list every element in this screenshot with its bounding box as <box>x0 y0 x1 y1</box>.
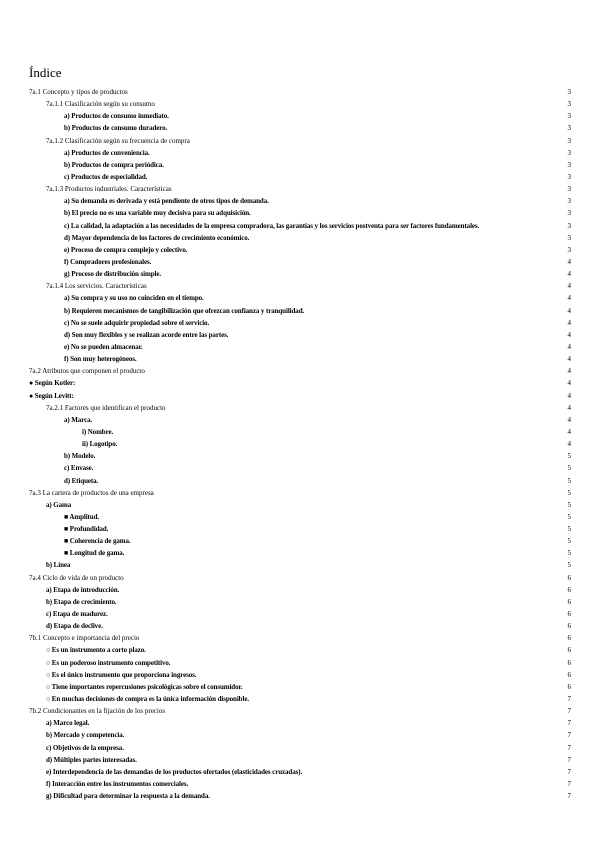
toc-entry-title[interactable]: b) Productos de compra periódica. <box>64 160 164 169</box>
toc-entry-title[interactable]: ○ Es el único instrumento que proporciona ingresos. <box>46 670 197 679</box>
toc-entry-title[interactable]: ii) Logotipo. <box>82 440 118 449</box>
toc-page-number: 5 <box>567 464 571 473</box>
toc-entry-title[interactable]: c) Etapa de madurez. <box>46 610 108 619</box>
toc-entry[interactable] <box>29 135 571 147</box>
toc-entry-title[interactable]: ○ En muchas decisiones de compra es la única información disponible. <box>46 695 249 704</box>
toc-entry-title[interactable]: f) Son muy heterogéneos. <box>64 355 137 364</box>
toc-entry-title[interactable]: a) Productos de conveniencia. <box>64 148 150 157</box>
toc-page-number: 6 <box>567 670 571 679</box>
toc-entry-title[interactable]: d) Son muy flexibles y se realizan acorde entre las partes. <box>64 330 229 339</box>
toc-entry-title[interactable]: g) Proceso de distribución simple. <box>64 270 161 279</box>
toc-entry-title[interactable]: e) No se pueden almacenar. <box>64 342 143 351</box>
toc-entry[interactable] <box>29 523 571 535</box>
toc-entry-title[interactable]: d) Etiqueta. <box>64 476 99 485</box>
toc-page-number: 3 <box>567 136 571 145</box>
toc-entry[interactable] <box>29 790 571 802</box>
toc-entry[interactable] <box>29 499 571 511</box>
toc-entry[interactable] <box>29 693 571 705</box>
toc-entry-title[interactable]: 7a.1.3 Productos industriales. Características <box>46 185 172 194</box>
toc-entry[interactable] <box>29 717 571 729</box>
toc-entry[interactable] <box>29 244 571 256</box>
toc-entry-title[interactable]: ○ Tiene importantes repercusiones psicológicas sobre el consumidor. <box>46 682 243 691</box>
toc-page-number: 5 <box>567 549 571 558</box>
toc-entry[interactable] <box>29 754 571 766</box>
toc-page-number: 4 <box>567 306 571 315</box>
toc-page-number: 3 <box>567 148 571 157</box>
toc-entry[interactable] <box>29 159 571 171</box>
toc-entry-title[interactable]: a) Su compra y su uso no coinciden en el tiempo. <box>64 294 204 303</box>
toc-entry-title[interactable]: 7a.1 Concepto y tipos de productos <box>29 88 128 96</box>
toc-page-number: 4 <box>567 440 571 449</box>
toc-entry[interactable] <box>29 280 571 292</box>
toc-entry[interactable] <box>29 742 571 754</box>
toc-entry[interactable] <box>29 110 571 122</box>
toc-page-number: 4 <box>567 427 571 436</box>
toc-entry[interactable] <box>29 426 571 438</box>
toc-entry-title[interactable]: a) Marca. <box>64 415 93 424</box>
toc-entry-title[interactable]: e) Proceso de compra complejo y colectivo. <box>64 245 188 254</box>
toc-entry[interactable] <box>29 207 571 219</box>
toc-entry[interactable] <box>29 122 571 134</box>
toc-entry[interactable] <box>29 256 571 268</box>
toc-entry-title[interactable]: 7a.1.2 Clasificación según su frecuencia de compra <box>46 136 190 145</box>
toc-entry[interactable] <box>29 535 571 547</box>
toc-page-number: 4 <box>567 270 571 279</box>
toc-entry-title[interactable]: b) El precio no es una variable muy decisiva para su adquisición. <box>64 209 251 218</box>
toc-page-number: 5 <box>567 512 571 521</box>
toc-page-number: 4 <box>567 330 571 339</box>
toc-entry-title[interactable]: b) Mercado y competencia. <box>46 731 125 740</box>
toc-entry[interactable] <box>29 681 571 693</box>
toc-page-number: 7 <box>567 792 571 801</box>
toc-entry-title[interactable]: 7b.1 Concepto e importancia del precio <box>29 634 140 643</box>
toc-entry[interactable] <box>29 414 571 426</box>
toc-entry-title[interactable]: a) Productos de consumo inmediato. <box>64 112 169 121</box>
toc-entry-title[interactable]: ■ Longitud de gama. <box>64 549 125 558</box>
toc-entry-title[interactable]: b) Productos de consumo duradero. <box>64 124 168 133</box>
toc-page-number: 6 <box>567 585 571 594</box>
toc-entry-title[interactable]: 7a.2 Atributos que componen el producto <box>29 367 145 376</box>
toc-page-number: 4 <box>567 403 571 412</box>
toc-entry[interactable] <box>29 402 571 414</box>
toc-page-number: 7 <box>567 755 571 764</box>
toc-page-number: 5 <box>567 537 571 546</box>
toc-entry-title[interactable]: c) Objetivos de la empresa. <box>46 743 124 752</box>
toc-page-number: 7 <box>567 743 571 752</box>
toc-entry[interactable] <box>29 487 571 499</box>
toc-page-number: 4 <box>567 355 571 364</box>
toc-entry[interactable] <box>29 511 571 523</box>
toc-entry[interactable] <box>29 547 571 559</box>
toc-entry[interactable] <box>29 98 571 110</box>
toc-page-number: 4 <box>567 367 571 376</box>
toc-entry[interactable] <box>29 171 571 183</box>
toc-entry-title[interactable]: d) Etapa de declive. <box>46 622 103 631</box>
toc-page-number: 6 <box>567 573 571 582</box>
toc-entry-title[interactable]: ■ Coherencia de gama. <box>64 537 131 546</box>
toc-entry-title[interactable]: ■ Amplitud. <box>64 512 100 521</box>
toc-page-number: 6 <box>567 597 571 606</box>
toc-entry[interactable] <box>29 305 571 317</box>
toc-page-number: 5 <box>567 561 571 570</box>
toc-entry[interactable] <box>29 377 571 389</box>
toc-page-number: 3 <box>567 112 571 121</box>
toc-page-number: 4 <box>567 318 571 327</box>
toc-entry-title[interactable]: 7a.1.4 Los servicios. Características <box>46 282 147 291</box>
toc-page-number: 3 <box>567 245 571 254</box>
toc-entry-title[interactable]: ■ Profundidad. <box>64 525 109 534</box>
toc-page-number: 7 <box>567 731 571 740</box>
toc-entry-title[interactable]: ● Según Kotler: <box>29 379 76 388</box>
toc-entry[interactable] <box>29 475 571 487</box>
toc-entry-title[interactable]: a) Gama <box>46 500 72 509</box>
toc-entry-title[interactable]: 7a.3 La cartera de productos de una empresa <box>29 488 154 497</box>
toc-page-number: 5 <box>567 500 571 509</box>
toc-page-number: 7 <box>567 695 571 704</box>
toc-entry[interactable] <box>29 365 571 377</box>
toc-page-number: 3 <box>567 197 571 206</box>
toc-entry-title[interactable]: 7a.4 Ciclo de vida de un producto <box>29 573 124 582</box>
toc-page-number: 3 <box>567 209 571 218</box>
toc-page-number: 7 <box>567 767 571 776</box>
toc-page-number: 3 <box>567 160 571 169</box>
toc-page-number: 6 <box>567 646 571 655</box>
toc-entry[interactable] <box>29 632 571 644</box>
toc-page-number: 6 <box>567 682 571 691</box>
toc-page-number: 6 <box>567 610 571 619</box>
toc-page-number: 5 <box>567 525 571 534</box>
toc-page-number: 3 <box>567 185 571 194</box>
toc-page-number: 3 <box>567 221 571 230</box>
toc-entry-title[interactable]: b) Modelo. <box>64 452 96 461</box>
toc-entry[interactable] <box>29 608 571 620</box>
toc-entry-title[interactable]: i) Nombre. <box>82 427 114 436</box>
toc-entry[interactable] <box>29 584 571 596</box>
toc-entry[interactable] <box>29 657 571 669</box>
toc-entry[interactable] <box>29 268 571 280</box>
toc-entry-title[interactable]: 7a.1.1 Clasificación según su consumo <box>46 100 155 109</box>
toc-page-number: 6 <box>567 622 571 631</box>
toc-entry[interactable] <box>29 705 571 717</box>
toc-entry[interactable] <box>29 353 571 365</box>
toc-entry[interactable] <box>29 620 571 632</box>
toc-entry-title[interactable]: ○ Es un poderoso instrumento competitivo. <box>46 658 171 667</box>
toc-page-number: 4 <box>567 391 571 400</box>
toc-entry-title[interactable]: b) Línea <box>46 561 71 570</box>
toc-page-number: 6 <box>567 658 571 667</box>
toc-page-number: 3 <box>567 233 571 242</box>
toc-page-number: 3 <box>567 100 571 109</box>
toc-page-number: 5 <box>567 488 571 497</box>
toc-entry-title[interactable]: b) Etapa de crecimiento. <box>46 597 117 606</box>
toc-page-number: 4 <box>567 257 571 266</box>
toc-page-number: 4 <box>567 415 571 424</box>
toc-entry-title[interactable]: c) Productos de especialidad. <box>64 172 148 181</box>
toc-entry-title[interactable]: e) Interdependencia de las demandas de los productos ofertados (elasticidades cruzadas). <box>46 767 303 776</box>
toc-page-number: 7 <box>567 719 571 728</box>
toc-page-number: 4 <box>567 342 571 351</box>
toc-page-number: 3 <box>567 172 571 181</box>
toc-entry[interactable] <box>29 572 571 584</box>
toc-entry[interactable] <box>29 462 571 474</box>
toc-page-number: 3 <box>567 124 571 133</box>
toc-entry[interactable] <box>29 390 571 402</box>
toc-entry[interactable] <box>29 729 571 741</box>
toc-entry[interactable] <box>29 341 571 353</box>
toc-entry-title[interactable]: ○ Es un instrumento a corto plazo. <box>46 646 146 655</box>
toc-entry[interactable] <box>29 183 571 195</box>
toc-page-number: 5 <box>567 476 571 485</box>
toc-entry[interactable] <box>29 317 571 329</box>
toc-entry-title[interactable]: f) Compradores profesionales. <box>64 257 152 266</box>
toc-entry-title[interactable]: 7a.2.1 Factores que identifican el producto <box>46 403 166 412</box>
toc-entry[interactable] <box>29 438 571 450</box>
table-of-contents <box>29 86 571 802</box>
toc-page-number: 4 <box>567 282 571 291</box>
toc-page-number: 6 <box>567 634 571 643</box>
toc-entry-title[interactable]: 7b.2 Condicionantes en la fijación de los precios <box>29 707 166 716</box>
toc-entry-title[interactable]: b) Requieren mecanismos de tangibilización que ofrezcan confianza y tranquilidad. <box>64 306 305 315</box>
toc-entry-title[interactable]: a) Su demanda es derivada y está pendiente de otros tipos de demanda. <box>64 197 269 206</box>
toc-page-number: 7 <box>567 707 571 716</box>
toc-entry[interactable] <box>29 147 571 159</box>
toc-entry-title[interactable]: g) Dificultad para determinar la respuesta a la demanda. <box>46 792 210 801</box>
toc-entry-title[interactable]: c) No se suele adquirir propiedad sobre el servicio. <box>64 318 210 327</box>
toc-entry-title[interactable]: d) Múltiples partes interesadas. <box>46 755 137 764</box>
toc-entry[interactable] <box>29 220 571 232</box>
toc-entry-title[interactable]: a) Marco legal. <box>46 719 90 728</box>
toc-entry-title[interactable]: d) Mayor dependencia de los factores de crecimiento económico. <box>64 233 250 242</box>
toc-entry[interactable] <box>29 329 571 341</box>
toc-page-number: 4 <box>567 294 571 303</box>
toc-entry[interactable] <box>29 450 571 462</box>
toc-entry-title[interactable]: a) Etapa de introducción. <box>46 585 120 594</box>
toc-page-number: 4 <box>567 379 571 388</box>
toc-entry-title[interactable]: f) Interacción entre los instrumentos comerciales. <box>46 780 189 789</box>
toc-entry-title[interactable]: c) La calidad, la adaptación a las necesidades de la empresa compradora, las garantías y los servicios postventa para ser factores fundamentales. <box>64 221 480 230</box>
toc-entry[interactable] <box>29 669 571 681</box>
page-title: Índice <box>29 64 62 80</box>
toc-entry[interactable] <box>29 644 571 656</box>
toc-entry-title[interactable]: ● Según Levitt: <box>29 391 74 400</box>
toc-entry[interactable] <box>29 778 571 790</box>
toc-entry[interactable] <box>29 195 571 207</box>
toc-page-number: 7 <box>567 780 571 789</box>
toc-entry[interactable] <box>29 292 571 304</box>
toc-entry[interactable] <box>29 596 571 608</box>
toc-entry[interactable] <box>29 766 571 778</box>
toc-page-number: 3 <box>567 88 571 96</box>
toc-entry[interactable] <box>29 86 571 98</box>
toc-entry[interactable] <box>29 559 571 571</box>
toc-page-number: 5 <box>567 452 571 461</box>
toc-entry[interactable] <box>29 232 571 244</box>
toc-entry-title[interactable]: c) Envase. <box>64 464 94 473</box>
